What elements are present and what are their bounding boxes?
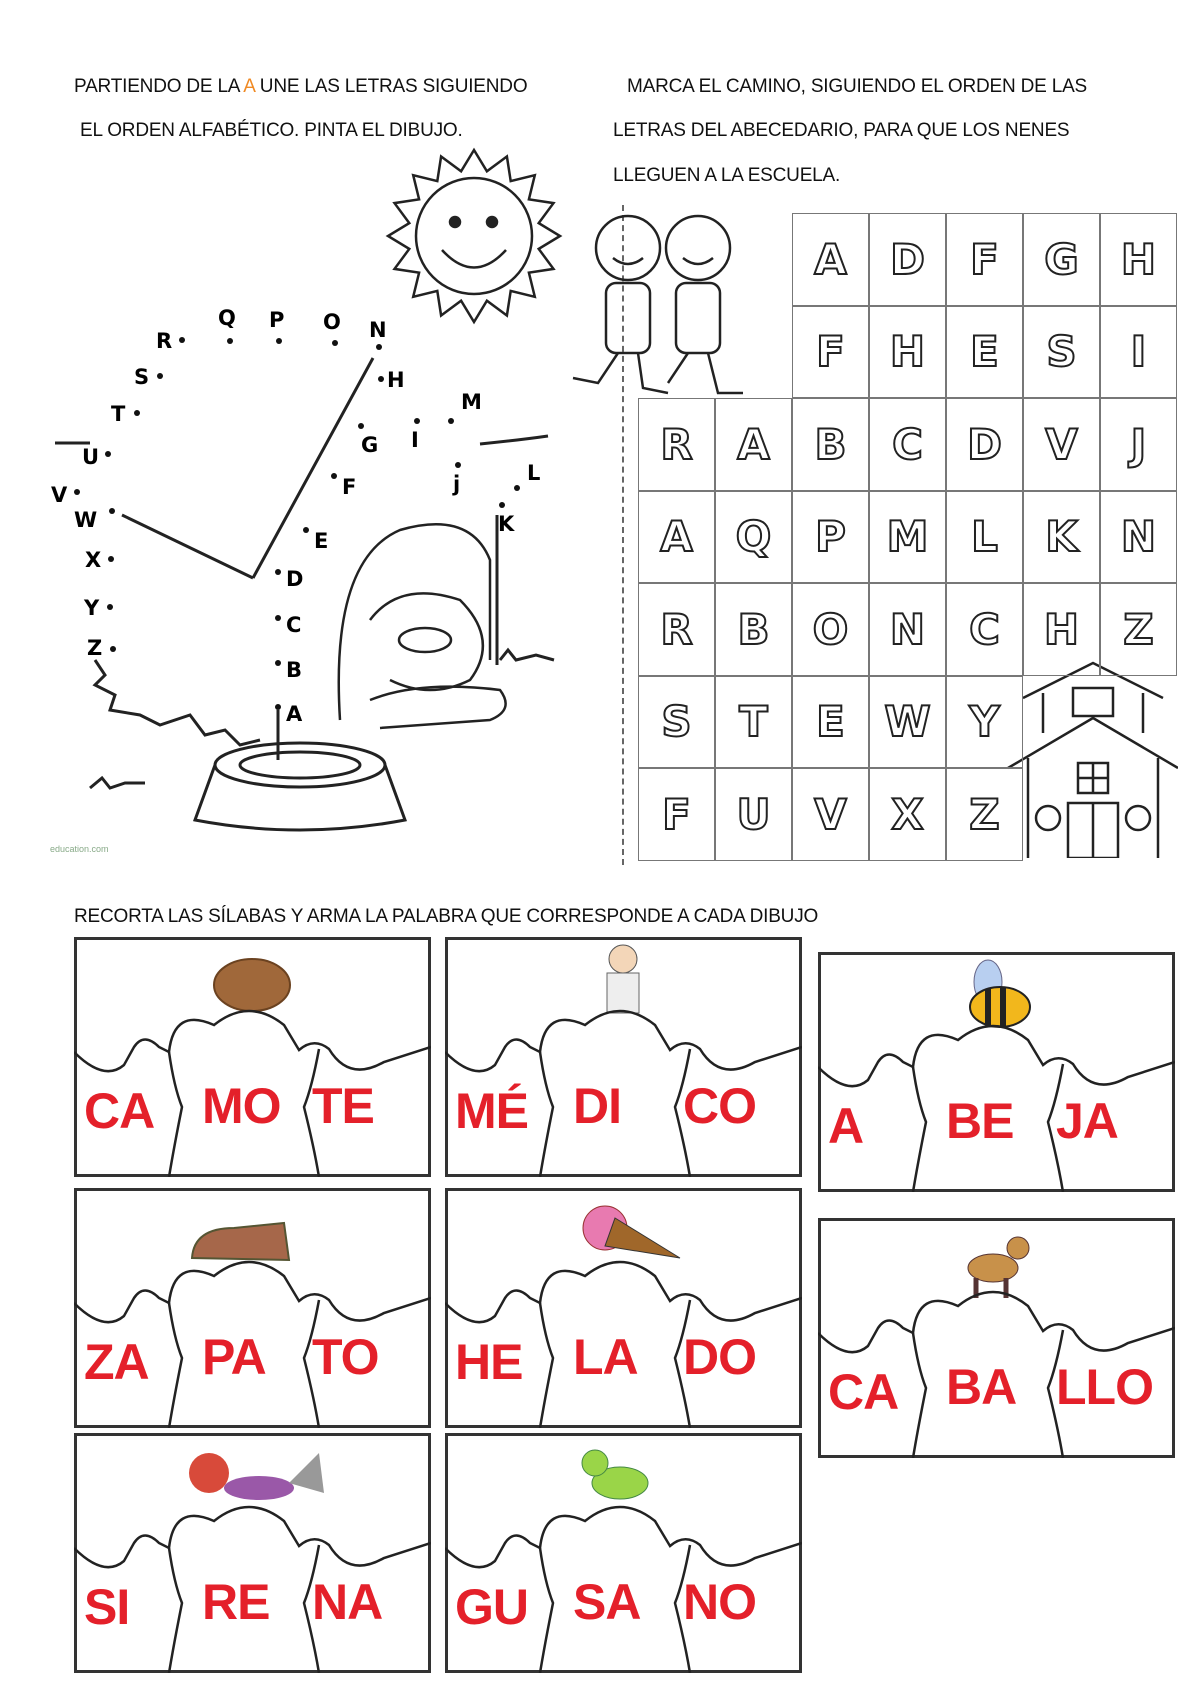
maze-cell[interactable] [792,583,869,676]
maze-cell[interactable] [715,398,792,491]
maze-cell[interactable] [869,491,946,584]
syllable: A [828,1098,864,1154]
dot-h [378,376,384,382]
maze-letter: E [970,327,999,377]
maze-cell[interactable] [946,583,1023,676]
syllable: LLO [1056,1359,1153,1415]
syllable: CO [683,1078,756,1134]
dot-label: R [156,329,173,353]
syllable: CA [84,1083,155,1139]
dot-label: G [361,433,379,457]
maze-cell[interactable] [638,491,715,584]
puzzle-card[interactable] [818,952,1175,1192]
dot-label: j [453,472,461,496]
maze-letter: U [736,789,771,839]
maze-letter: H [1043,604,1080,654]
maze-letter: M [886,512,929,562]
potato-icon [214,959,290,1011]
maze-letter: V [1045,419,1078,469]
syllable: MÉ [455,1083,528,1139]
dot-label: Y [84,596,100,620]
school-house-icon [1003,658,1178,858]
maze-letter: S [1046,327,1077,377]
fence-line [55,358,554,788]
dot-label: Z [87,636,103,660]
maze-letter: G [1044,234,1079,284]
syllable: NA [312,1574,383,1630]
maze-cell[interactable] [792,768,869,861]
maze-letter: F [662,789,691,839]
dot-label: O [323,310,341,334]
bear-icon [339,524,506,728]
alphabet-maze-grid [638,213,1177,861]
maze-cell[interactable] [638,398,715,491]
instruction-maze-line2: LETRAS DEL ABECEDARIO, PARA QUE LOS NENES [613,120,1070,141]
maze-letter: C [892,419,923,469]
maze-letter: A [814,234,847,284]
maze-cell[interactable] [1023,583,1100,676]
puzzle-outline [818,1218,1175,1458]
dot-l [514,485,520,491]
maze-letter: Z [1123,604,1154,654]
syllable: RE [202,1574,270,1630]
syllable: LA [573,1329,638,1385]
maze-cell[interactable] [792,398,869,491]
puzzle-outline [445,1188,802,1428]
maze-letter: N [889,604,926,654]
maze-cell[interactable] [869,398,946,491]
maze-cell[interactable] [792,213,869,306]
dot-x [108,556,114,562]
dot-o [332,340,338,346]
maze-letter: H [1120,234,1157,284]
maze-letter: Y [969,697,1000,747]
maze-letter: A [737,419,770,469]
maze-letter: E [816,697,845,747]
maze-letter: Q [735,512,772,562]
dot-d [275,569,281,575]
sun-icon [388,150,560,322]
maze-letter: S [661,697,692,747]
syllable: TE [312,1078,374,1134]
puzzle-card[interactable] [445,1188,802,1428]
maze-cell[interactable] [1100,398,1177,491]
dot-label: N [369,318,387,342]
maze-letter: F [970,234,999,284]
syllable: NO [683,1574,756,1630]
maze-cell[interactable] [869,306,946,399]
dot-label: B [286,658,303,682]
maze-cell[interactable] [869,583,946,676]
maze-cell[interactable] [1023,398,1100,491]
dot-label: X [85,548,102,572]
accent-letter: A [243,76,255,97]
maze-cell[interactable] [638,676,715,769]
syllable: HE [455,1334,523,1390]
puzzle-outline [445,937,802,1177]
maze-cell[interactable] [1023,491,1100,584]
maze-letter: N [1120,512,1157,562]
maze-cell[interactable] [946,491,1023,584]
dot-label: K [498,512,515,536]
dot-p [276,338,282,344]
dot-i [414,418,420,424]
maze-letter: V [814,789,847,839]
bowl-icon [195,743,405,830]
dot-label: E [314,529,329,553]
puzzle-card[interactable] [445,937,802,1177]
maze-cell[interactable] [715,491,792,584]
syllable: CA [828,1364,899,1420]
dot-k [499,502,505,508]
maze-cell[interactable] [638,768,715,861]
dot-label: P [269,308,285,332]
dot-label: S [134,365,150,389]
syllable: PA [202,1329,266,1385]
maze-letter: D [967,419,1002,469]
instruction-maze-line3: LLEGUEN A LA ESCUELA. [613,165,841,186]
dot-label: I [411,428,419,452]
dot-label: U [82,445,100,469]
instruction-maze-line1: MARCA EL CAMINO, SIGUIENDO EL ORDEN DE LAS [627,76,1088,97]
kids-walking-icon [568,203,793,403]
dot-label: A [286,702,303,726]
maze-letter: A [660,512,693,562]
connect-dots-picture [0,0,600,880]
dot-g [358,423,364,429]
maze-cell[interactable] [946,768,1023,861]
maze-cell[interactable] [1100,306,1177,399]
maze-letter: O [812,604,849,654]
puzzle-card[interactable] [818,1218,1175,1458]
maze-cell[interactable] [792,676,869,769]
publisher-logo: education.com [50,844,109,854]
syllable: GU [455,1579,528,1635]
doctor-icon [607,945,639,1013]
puzzle-card[interactable] [74,937,431,1177]
maze-letter: R [660,604,693,654]
dot-q [227,338,233,344]
dot-m [448,418,454,424]
maze-cell[interactable] [946,306,1023,399]
puzzle-outline [818,952,1175,1192]
puzzle-card[interactable] [74,1188,431,1428]
dot-n [376,344,382,350]
dot-w [109,508,115,514]
dot-u [105,451,111,457]
dot-y [107,604,113,610]
maze-cell[interactable] [1023,306,1100,399]
maze-cell[interactable] [792,306,869,399]
dot-c [275,615,281,621]
dot-t [134,410,140,416]
maze-cell[interactable] [869,676,946,769]
instruction-syllables: RECORTA LAS SÍLABAS Y ARMA LA PALABRA QUE CORRESPONDE A CADA DIBUJO [74,906,819,927]
puzzle-card[interactable] [74,1433,431,1673]
puzzle-outline [74,937,431,1177]
puzzle-outline [74,1188,431,1428]
syllable: BE [946,1093,1014,1149]
maze-cell[interactable] [946,398,1023,491]
maze-letter: H [889,327,926,377]
maze-cell[interactable] [946,676,1023,769]
syllable: JA [1056,1093,1118,1149]
syllable: MO [202,1078,281,1134]
maze-cell[interactable] [1100,583,1177,676]
dot-s [157,373,163,379]
syllable: DO [683,1329,756,1385]
dot-r [179,337,185,343]
dot-z [110,646,116,652]
maze-cell[interactable] [715,583,792,676]
maze-cell[interactable] [792,491,869,584]
dot-label: V [51,483,68,507]
dot-label: T [111,402,126,426]
maze-letter: R [660,419,693,469]
syllable: TO [312,1329,379,1385]
dot-a [275,704,281,710]
puzzle-outline [74,1433,431,1673]
maze-cell[interactable] [1023,213,1100,306]
dot-label: W [74,508,98,532]
dot-j [455,462,461,468]
dot-label: L [527,461,541,485]
syllable: BA [946,1359,1017,1415]
maze-letter: I [1130,327,1147,377]
dot-label: M [461,390,482,414]
instruction-connect-dots-line2: EL ORDEN ALFABÉTICO. PINTA EL DIBUJO. [80,120,463,141]
maze-cell[interactable] [946,213,1023,306]
dot-b [275,660,281,666]
maze-cell[interactable] [638,583,715,676]
maze-cell[interactable] [1100,213,1177,306]
dot-label: H [387,368,405,392]
syllable: SA [573,1574,641,1630]
puzzle-card[interactable] [445,1433,802,1673]
maze-letter: D [890,234,925,284]
dot-label: Q [218,306,236,330]
dot-v [74,489,80,495]
maze-letter: B [737,604,770,654]
maze-letter: L [971,512,998,562]
dot-f [331,473,337,479]
maze-letter: T [739,697,768,747]
maze-letter: B [814,419,847,469]
maze-cell[interactable] [869,768,946,861]
syllable: ZA [84,1334,149,1390]
maze-letter: P [815,512,846,562]
maze-letter: Z [969,789,1000,839]
dot-label: D [286,567,304,591]
maze-letter: C [969,604,1000,654]
dot-label: F [342,475,357,499]
dot-e [303,527,309,533]
maze-letter: X [891,789,924,839]
maze-cell[interactable] [715,676,792,769]
text: PARTIENDO DE LA [74,76,244,97]
syllable: DI [573,1078,621,1134]
text: UNE LAS LETRAS SIGUIENDO [254,76,528,97]
dot-label: C [286,613,302,637]
maze-cell[interactable] [715,768,792,861]
maze-letter: W [884,697,931,747]
maze-letter: F [816,327,845,377]
maze-cell[interactable] [1100,491,1177,584]
maze-letter: K [1045,512,1078,562]
puzzle-outline [445,1433,802,1673]
maze-cell[interactable] [869,213,946,306]
maze-letter: J [1130,419,1147,469]
syllable: SI [84,1579,130,1635]
